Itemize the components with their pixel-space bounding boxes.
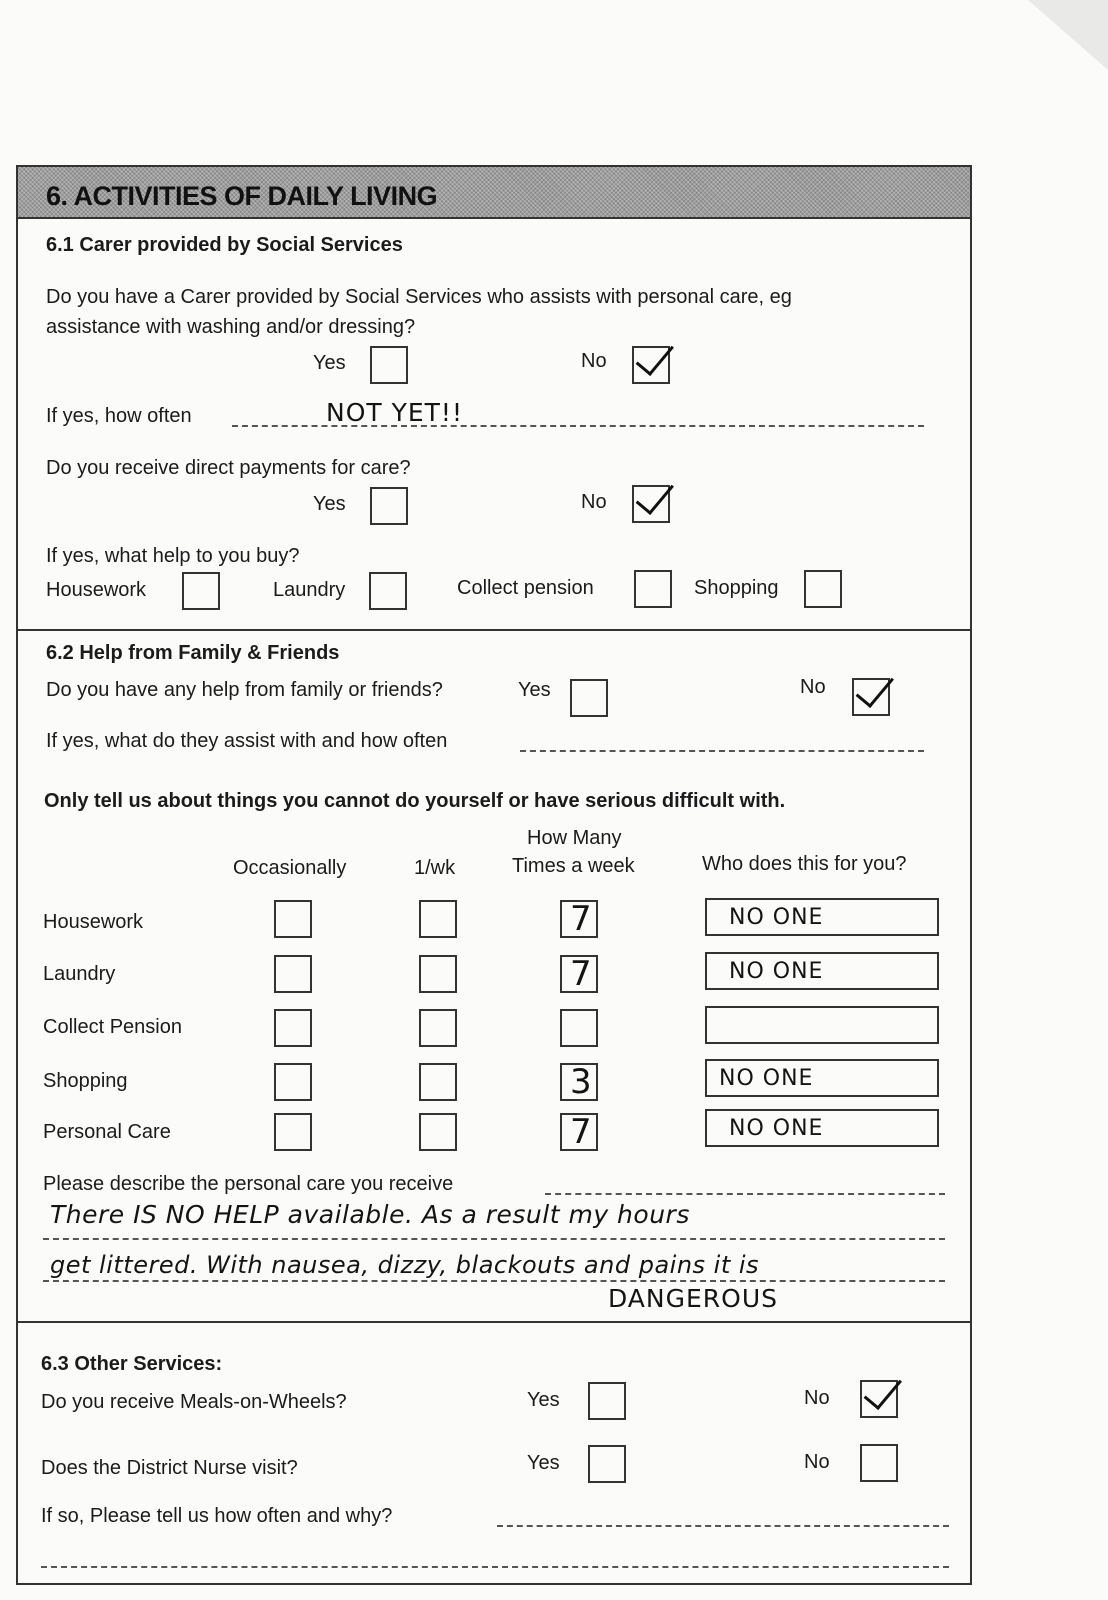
buy-laundry-checkbox[interactable] — [369, 572, 407, 610]
section-6-3-heading: 6.3 Other Services: — [41, 1353, 223, 1375]
payments-yes-checkbox[interactable] — [370, 487, 408, 525]
meals-question: Do you receive Meals-on-Wheels? — [41, 1391, 347, 1413]
family-assist-line — [520, 750, 924, 752]
task-weekly-checkbox[interactable] — [419, 955, 457, 993]
buy-housework-label: Housework — [46, 579, 147, 601]
page-corner-fold — [1028, 0, 1108, 70]
nurse-yes-label: Yes — [527, 1452, 560, 1474]
task-who-value: NO ONE — [729, 905, 824, 930]
col-how-many-line-2: Times a week — [512, 855, 635, 877]
carer-yes-checkbox[interactable] — [370, 346, 408, 384]
payments-no-checkbox[interactable] — [632, 485, 670, 523]
carer-question-line-1: Do you have a Carer provided by Social Services who assists with personal care, eg — [46, 286, 792, 308]
task-who-box[interactable] — [705, 1109, 939, 1147]
task-times-box[interactable] — [560, 1009, 598, 1047]
family-no-checkbox[interactable] — [852, 678, 890, 716]
how-often-label: If yes, how often — [46, 405, 192, 427]
describe-answer-line-1[interactable]: There IS NO HELP available. As a result my hours — [50, 1200, 690, 1229]
task-who-value: NO ONE — [729, 959, 824, 984]
task-times-value: 7 — [570, 899, 592, 939]
buy-laundry-label: Laundry — [273, 579, 346, 601]
carer-yes-label: Yes — [313, 352, 346, 374]
describe-answer-line-3[interactable]: DANGEROUS — [608, 1284, 778, 1313]
task-times-box[interactable] — [560, 1113, 598, 1151]
carer-no-checkbox[interactable] — [632, 346, 670, 384]
nurse-no-label: No — [804, 1451, 830, 1473]
nurse-yes-checkbox[interactable] — [588, 1445, 626, 1483]
task-times-box[interactable] — [560, 900, 598, 938]
often-why-line-1[interactable] — [497, 1525, 949, 1527]
meals-yes-checkbox[interactable] — [588, 1382, 626, 1420]
task-label: Personal Care — [43, 1121, 171, 1143]
col-who: Who does this for you? — [702, 853, 907, 875]
family-no-label: No — [800, 676, 826, 698]
buy-shopping-label: Shopping — [694, 577, 779, 599]
task-label: Shopping — [43, 1070, 128, 1092]
task-weekly-checkbox[interactable] — [419, 900, 457, 938]
family-help-question: Do you have any help from family or friends? — [46, 679, 443, 701]
often-why-line-2[interactable] — [41, 1566, 949, 1568]
task-times-value: 7 — [570, 954, 592, 994]
col-per-week: 1/wk — [414, 857, 456, 879]
buy-housework-checkbox[interactable] — [182, 572, 220, 610]
task-times-value: 3 — [570, 1062, 592, 1102]
buy-pension-checkbox[interactable] — [634, 570, 672, 608]
section-title: 6. ACTIVITIES OF DAILY LIVING — [46, 181, 438, 211]
how-often-answer[interactable]: NOT YET!! — [326, 398, 463, 427]
meals-no-checkbox[interactable] — [860, 1380, 898, 1418]
describe-care-label: Please describe the personal care you receive — [43, 1173, 454, 1195]
task-weekly-checkbox[interactable] — [419, 1009, 457, 1047]
often-why-label: If so, Please tell us how often and why? — [41, 1505, 393, 1527]
direct-payments-question: Do you receive direct payments for care? — [46, 457, 411, 479]
task-weekly-checkbox[interactable] — [419, 1063, 457, 1101]
carer-question-line-2: assistance with washing and/or dressing? — [46, 316, 416, 338]
describe-answer-line-2[interactable]: get littered. With nausea, dizzy, blackouts and pains it is — [50, 1251, 760, 1279]
family-yes-label: Yes — [518, 679, 551, 701]
task-times-box[interactable] — [560, 1063, 598, 1101]
buy-help-label: If yes, what help to you buy? — [46, 545, 300, 567]
section-6-1-heading: 6.1 Carer provided by Social Services — [46, 234, 403, 256]
task-occasionally-checkbox[interactable] — [274, 900, 312, 938]
task-occasionally-checkbox[interactable] — [274, 1063, 312, 1101]
task-who-box[interactable] — [705, 1059, 939, 1097]
nurse-no-checkbox[interactable] — [860, 1444, 898, 1482]
task-times-box[interactable] — [560, 955, 598, 993]
task-weekly-checkbox[interactable] — [419, 1113, 457, 1151]
section-6-2-heading: 6.2 Help from Family & Friends — [46, 642, 340, 664]
task-who-box[interactable] — [705, 952, 939, 990]
describe-line-2 — [43, 1280, 945, 1282]
describe-line-0 — [545, 1193, 945, 1195]
meals-no-label: No — [804, 1387, 830, 1409]
payments-no-label: No — [581, 491, 607, 513]
task-label: Housework — [43, 911, 144, 933]
section-divider — [16, 629, 972, 631]
family-yes-checkbox[interactable] — [570, 679, 608, 717]
task-label: Collect Pension — [43, 1016, 182, 1038]
describe-line-1 — [43, 1238, 945, 1240]
task-who-value: NO ONE — [729, 1116, 824, 1141]
task-who-box[interactable] — [705, 898, 939, 936]
task-times-value: 7 — [570, 1112, 592, 1152]
buy-shopping-checkbox[interactable] — [804, 570, 842, 608]
task-occasionally-checkbox[interactable] — [274, 1113, 312, 1151]
col-occasionally: Occasionally — [233, 857, 347, 879]
difficulty-instruction: Only tell us about things you cannot do yourself or have serious difficult with. — [44, 790, 786, 812]
section-divider — [16, 1321, 972, 1323]
nurse-question: Does the District Nurse visit? — [41, 1457, 298, 1479]
col-how-many-line-1: How Many — [527, 827, 622, 849]
meals-yes-label: Yes — [527, 1389, 560, 1411]
task-who-value: NO ONE — [719, 1066, 814, 1091]
buy-pension-label: Collect pension — [457, 577, 594, 599]
payments-yes-label: Yes — [313, 493, 346, 515]
family-assist-label: If yes, what do they assist with and how often — [46, 730, 448, 752]
task-occasionally-checkbox[interactable] — [274, 955, 312, 993]
task-occasionally-checkbox[interactable] — [274, 1009, 312, 1047]
task-label: Laundry — [43, 963, 116, 985]
task-who-box[interactable] — [705, 1006, 939, 1044]
carer-no-label: No — [581, 350, 607, 372]
